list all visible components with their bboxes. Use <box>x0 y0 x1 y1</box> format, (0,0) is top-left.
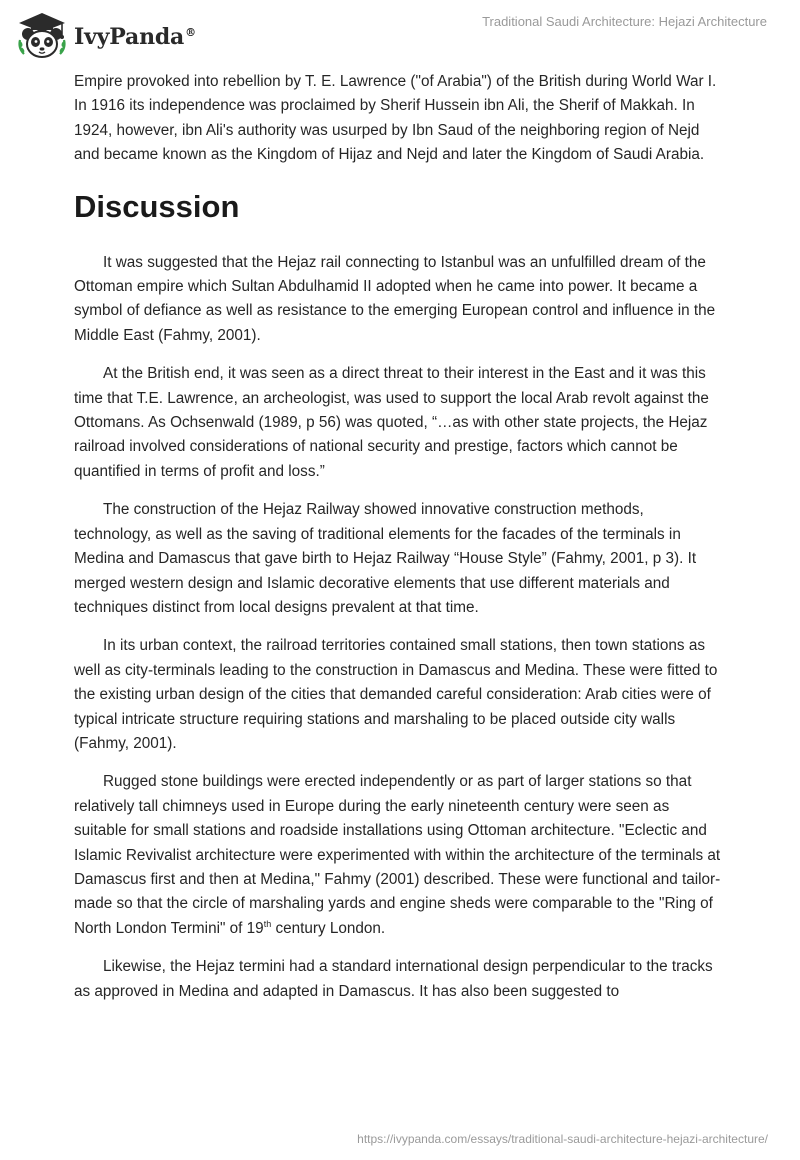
paragraph: Likewise, the Hejaz termini had a standard international design perpendicular to the tracks as approved in Medina and adapted in Damascus. It has also been suggested to <box>74 958 713 1000</box>
paragraph-text-end: century London. <box>271 919 386 937</box>
brand-name-text: IvyPanda <box>74 24 185 50</box>
paragraph: The construction of the Hejaz Railway showed innovative construction methods, technology, as well as the saving of traditional elements for the facades of the terminals in Medina and Damascus that gave birth to Hejaz Railway “House Style” (Fahmy, 2001, p 3). It merged western design and Islamic decorative elements that use different materials and techniques distinct from local designs prevalent at that time. <box>74 501 697 616</box>
brand-logo[interactable] <box>16 10 196 62</box>
brand-name <box>74 24 196 50</box>
source-url[interactable]: https://ivypanda.com/essays/traditional-saudi-architecture-hejazi-architecture/ <box>357 1132 768 1146</box>
paragraph-text: Rugged stone buildings were erected independently or as part of larger stations so that relatively tall chimneys used in Europe during the early nineteenth century were seen as suitable for small stations and roadside installations using Ottoman architecture. "Eclectic and Islamic Revivalist architecture were experimented with within the architecture of the terminals at Damascus first and then at Medina," Fahmy (2001) described. These were functional and tailor-made so that the circle of marshaling yards and engine sheds were comparable to the "Ring of North London Termini" of 19 <box>74 773 721 937</box>
paragraph: At the British end, it was seen as a direct threat to their interest in the East and it was this time that T.E. Lawrence, an archeologist, was used to support the local Arab revolt against the Ottomans. As Ochsenwald (1989, p 56) was quoted, “…as with other state projects, the Hejaz railroad involved considerations of national security and prestige, factors which cannot be quantified in terms of profit and loss.” <box>74 365 709 480</box>
section-heading: Discussion <box>74 188 240 224</box>
article-body <box>74 70 724 1018</box>
page-header <box>0 0 800 70</box>
paragraph: It was suggested that the Hejaz rail connecting to Istanbul was an unfulfilled dream of the Ottoman empire which Sultan Abdulhamid II adopted when he came into power. It became a symbol of defiance as well as resistance to the emerging European control and influence in the Middle East (Fahmy, 2001). <box>74 253 716 344</box>
paragraph <box>74 770 724 941</box>
registered-mark: ® <box>185 25 196 39</box>
panda-graduate-icon <box>16 10 68 62</box>
paragraph: In its urban context, the railroad territories contained small stations, then town stations as well as city-terminals leading to the construction in Damascus and Medina. These were fitted to the existing urban design of the cities that demanded careful consideration: Arab cities were of typical intricate structure requiring stations and marshaling to be placed outside city walls (Fahmy, 2001). <box>74 637 718 752</box>
essay-title: Traditional Saudi Architecture: Hejazi Architecture <box>482 14 767 29</box>
intro-paragraph: Empire provoked into rebellion by T. E. Lawrence ("of Arabia") of the British during World War I. In 1916 its independence was proclaimed by Sherif Hussein ibn Ali, the Sherif of Makkah. In 1924, however, ibn Ali's authority was usurped by Ibn Saud of the neighboring region of Nejd and became known as the Kingdom of Hijaz and Nejd and later the Kingdom of Saudi Arabia. <box>74 73 717 164</box>
ordinal-superscript: th <box>263 918 272 929</box>
